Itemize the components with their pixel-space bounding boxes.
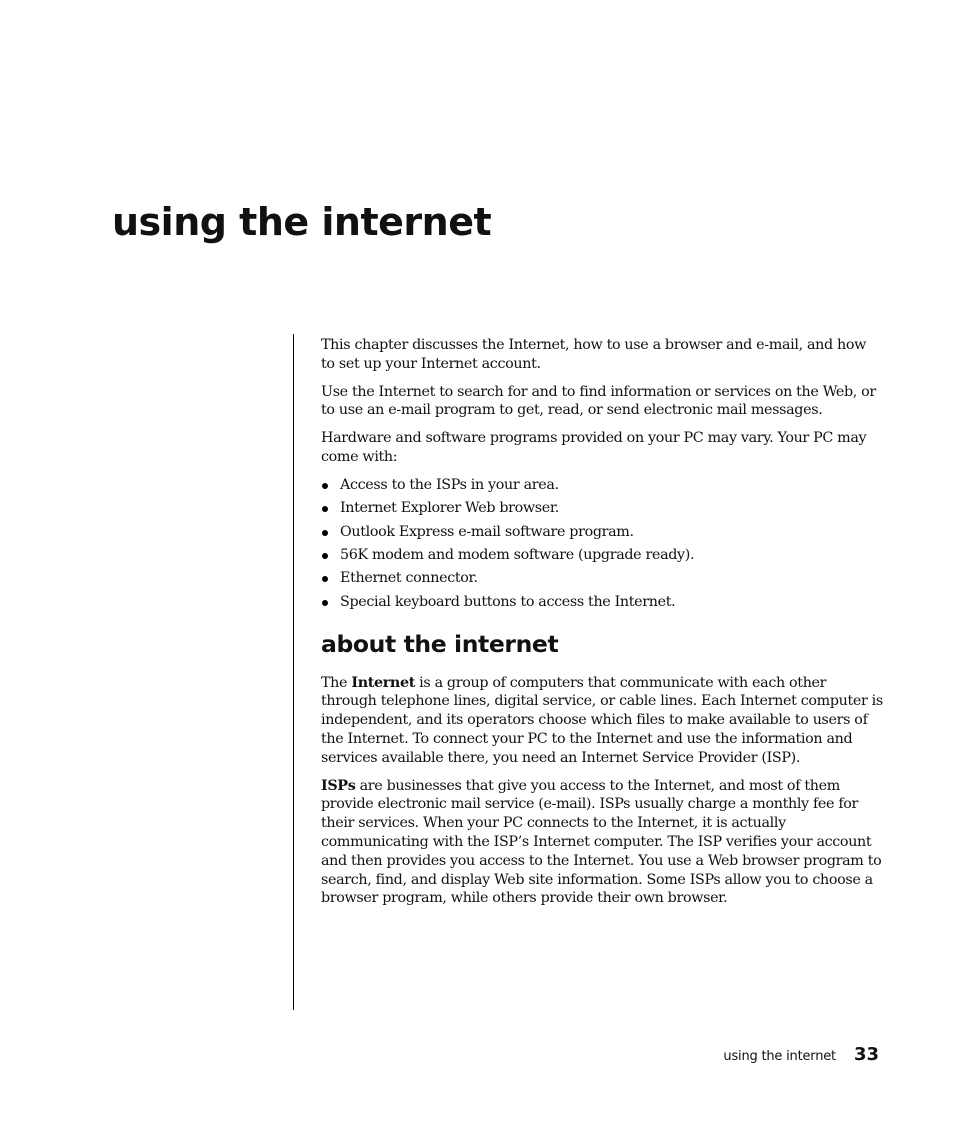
intro-paragraph: Use the Internet to search for and to find information or services on the Web, or to use an e-mail program to get, read, or send electronic mail messages.	[321, 383, 876, 419]
running-footer: using the internet	[723, 1049, 836, 1064]
list-item-text: Special keyboard buttons to access the Internet.	[340, 593, 676, 610]
feature-list	[321, 476, 883, 612]
intro-paragraph: This chapter discusses the Internet, how to use a browser and e-mail, and how to set up your Internet account.	[321, 337, 867, 372]
list-item-text: 56K modem and modem software (upgrade ready).	[340, 546, 695, 563]
bullet-icon	[322, 506, 328, 512]
list-item	[321, 499, 883, 518]
body-paragraph	[321, 674, 883, 768]
list-item-text: Ethernet connector.	[340, 570, 478, 587]
page-body	[321, 336, 883, 917]
list-item	[321, 569, 883, 588]
list-item-text: Access to the ISPs in your area.	[340, 476, 559, 493]
list-item-text: Outlook Express e-mail software program.	[340, 523, 634, 540]
chapter-title: using the internet	[112, 200, 492, 244]
page-footer	[723, 1044, 879, 1065]
list-item-text: Internet Explorer Web browser.	[340, 500, 559, 517]
list-item	[321, 476, 883, 495]
paragraph-text: is a group of computers that communicate with each other through telephone lines, digital service, or cable lines. Each Internet computer is independent, and its operators choose which files to make available to users of the Internet. To connect your PC to the Internet and use the information and services available there, you need an Internet Service Provider (ISP).	[321, 674, 883, 766]
list-item	[321, 523, 883, 542]
bullet-icon	[322, 576, 328, 582]
bullet-icon	[322, 483, 328, 489]
bullet-icon	[322, 553, 328, 559]
list-item	[321, 546, 883, 565]
paragraph-text: are businesses that give you access to the Internet, and most of them provide electronic mail service (e-mail). ISPs usually charge a monthly fee for their services. When your PC connects to the Internet, it is actually communicating with the ISP’s Internet computer. The ISP verifies your account and then provides you access to the Internet. You use a Web browser program to search, find, and display Web site information. Some ISPs allow you to choose a browser program, while others provide their own browser.	[321, 777, 882, 907]
term-isps: ISPs	[321, 777, 356, 794]
section-heading: about the internet	[321, 629, 559, 658]
margin-rule	[293, 334, 294, 1010]
body-paragraph	[321, 777, 883, 909]
paragraph-lead: The	[321, 674, 352, 691]
term-internet: Internet	[351, 674, 415, 691]
list-item	[321, 593, 883, 612]
bullet-icon	[322, 600, 328, 606]
intro-paragraph: Hardware and software programs provided on your PC may vary. Your PC may come with:	[321, 430, 867, 465]
bullet-icon	[322, 530, 328, 536]
page-number: 33	[853, 1044, 879, 1065]
